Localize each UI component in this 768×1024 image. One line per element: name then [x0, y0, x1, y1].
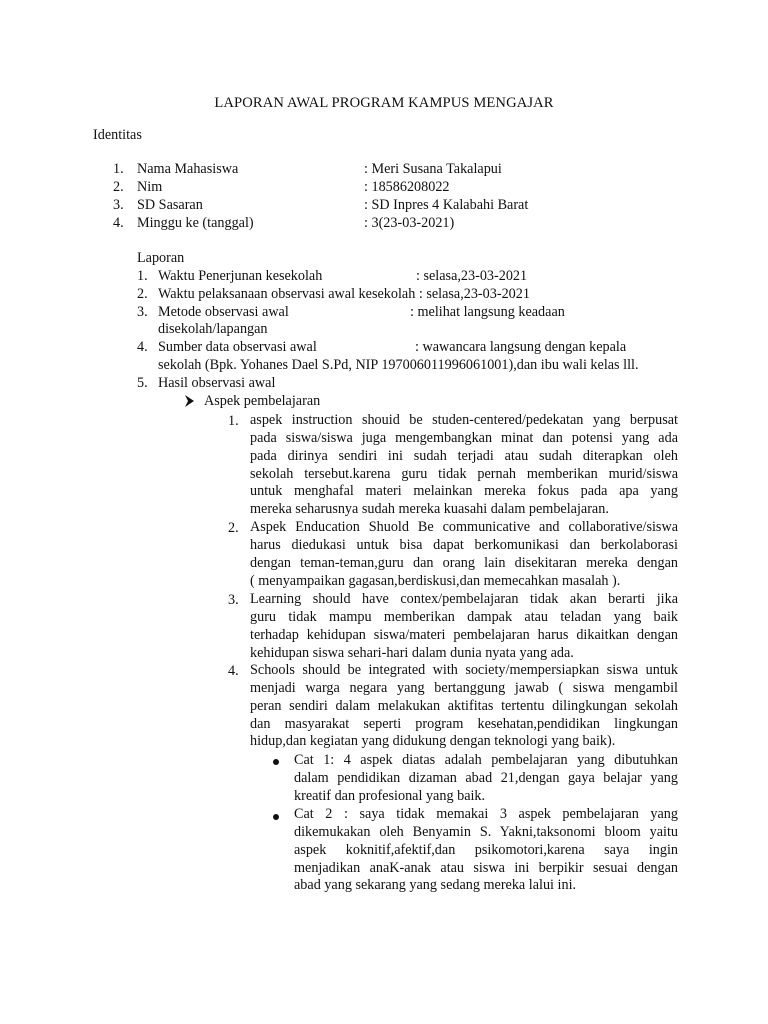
- item-label: Nama Mahasiswa: [137, 161, 239, 177]
- item-number: 4.: [113, 215, 124, 231]
- paragraph-line: hidup,dan kegiatan yang didukung dengan teknologi yang baik).: [250, 733, 616, 750]
- paragraph-line: ( menyampaikan gagasan,berdiskusi,dan memecahkan masalah ).: [250, 572, 621, 589]
- paragraph-line: menjadi warga negara yang bertanggung jawab ( siswa mengambil: [250, 679, 678, 696]
- item-value: : Meri Susana Takalapui: [364, 161, 502, 177]
- paragraph-line: terhadap kehidupan siswa/materi pembelajaran harus dikaitkan dengan: [250, 626, 678, 643]
- paragraph-line: guru tidak mampu memberikan dampak atau teladan yang baik: [250, 608, 678, 625]
- paragraph-line: harus diedukasi untuk bisa dapat berkomunikasi dan berkolaborasi: [250, 536, 678, 553]
- item-value: : selasa,23-03-2021: [416, 268, 528, 284]
- item-number: 5.: [137, 375, 148, 391]
- paragraph-line: Aspek Enducation Shuold Be communicative and collaborative/siswa: [250, 519, 678, 535]
- item-number: 1.: [113, 161, 124, 177]
- paragraph-line: untuk menghafal materi melainkan mereka fokus pada apa yang: [250, 483, 678, 500]
- aspek-paragraph: [250, 662, 678, 751]
- aspek-paragraph: [250, 412, 678, 519]
- item-number: 1.: [137, 268, 148, 284]
- arrow-bullet-icon: [184, 395, 195, 407]
- paragraph-line: Cat 2 : saya tidak memakai 3 aspek pembelajaran yang: [294, 806, 678, 822]
- paragraph-line: dan masyarakat seperti program kesehatan,pendidikan lingkungan: [250, 715, 678, 732]
- item-value: : wawancara langsung dengan kepala: [415, 339, 627, 355]
- item-number: 3.: [113, 197, 124, 213]
- cat-paragraph: [294, 806, 678, 895]
- item-label: SD Sasaran: [137, 197, 203, 213]
- item-number: 4.: [228, 663, 239, 679]
- item-label: Sumber data observasi awal: [158, 339, 317, 355]
- item-number: 4.: [137, 339, 148, 355]
- bullet-dot-icon: [273, 814, 279, 820]
- item-number: 3.: [137, 304, 148, 320]
- paragraph-line: peran sendiri dalam melakukan aktifitas tertentu dilingkungan sekolah: [250, 697, 678, 714]
- item-number: 2.: [137, 286, 148, 302]
- paragraph-line: menjadikan anaK-anak atau siswa ini berpikir sesuai dengan: [294, 859, 678, 876]
- item-number: 3.: [228, 592, 239, 608]
- paragraph-line: dengan teman-teman,guru dan orang lain disekitaran mereka dengan: [250, 554, 678, 571]
- item-label: Waktu Penerjunan kesekolah: [158, 268, 323, 284]
- paragraph-line: Learning should have contex/pembelajaran tidak akan berarti jika: [250, 591, 678, 607]
- item-number: 1.: [228, 413, 239, 429]
- cat-paragraph: [294, 752, 678, 806]
- paragraph-line: dalam pendidikan dizaman abad 21,dengan gaya belajar yang: [294, 769, 678, 786]
- bullet-dot-icon: [273, 759, 279, 765]
- paragraph-line: abad yang sekarang yang sedang mereka lalui ini.: [294, 877, 577, 894]
- laporan-heading: Laporan: [137, 250, 185, 266]
- item-continuation: disekolah/lapangan: [158, 321, 268, 337]
- item-label: Nim: [137, 179, 163, 195]
- item-continuation: sekolah (Bpk. Yohanes Dael S.Pd, NIP 197006011996061001),dan ibu wali kelas lll.: [158, 357, 639, 373]
- paragraph-line: aspek koknitif,afektif,dan psikomotori,karena saya ingin: [294, 841, 678, 858]
- item-label: Metode observasi awal: [158, 304, 289, 320]
- identitas-heading: Identitas: [93, 127, 142, 143]
- aspek-heading: Aspek pembelajaran: [204, 393, 321, 409]
- paragraph-line: aspek instruction shouid be studen-centered/pedekatan yang berpusat: [250, 412, 678, 428]
- paragraph-line: pada dirinya sendiri ini sudah terjadi atau sudah diterapkan oleh: [250, 447, 678, 464]
- paragraph-line: mereka seharusnya sudah mereka kuasahi dalam pembelajaran.: [250, 501, 609, 518]
- paragraph-line: dikemukakan oleh Benyamin S. Yakni,taksonomi bloom yaitu: [294, 823, 678, 840]
- paragraph-line: kreatif dan profesional yang baik.: [294, 787, 486, 804]
- paragraph-line: kehidupan siswa sehari-hari dalam dunia nyata yang ada.: [250, 644, 574, 661]
- aspek-paragraph: [250, 519, 678, 590]
- paragraph-line: pada siswa/siswa juga mengembangkan minat dan potensi yang ada: [250, 429, 678, 446]
- item-value: : 3(23-03-2021): [364, 215, 455, 231]
- paragraph-line: Schools should be integrated with society/mempersiapkan siswa untuk: [250, 662, 678, 678]
- document-title: LAPORAN AWAL PROGRAM KAMPUS MENGAJAR: [214, 95, 554, 111]
- aspek-paragraph: [250, 591, 678, 662]
- paragraph-line: sekolah tersebut.karena guru tidak pernah memberikan murid/siswa: [250, 465, 678, 482]
- item-value: : 18586208022: [364, 179, 450, 195]
- item-number: 2.: [113, 179, 124, 195]
- item-value: : SD Inpres 4 Kalabahi Barat: [364, 197, 529, 213]
- paragraph-line: Cat 1: 4 aspek diatas adalah pembelajaran yang dibutuhkan: [294, 752, 678, 768]
- item-value: : melihat langsung keadaan: [410, 304, 565, 320]
- item-text: Waktu pelaksanaan observasi awal kesekolah : selasa,23-03-2021: [158, 286, 530, 302]
- item-label: Minggu ke (tanggal): [137, 215, 254, 231]
- item-text: Hasil observasi awal: [158, 375, 276, 391]
- item-number: 2.: [228, 520, 239, 536]
